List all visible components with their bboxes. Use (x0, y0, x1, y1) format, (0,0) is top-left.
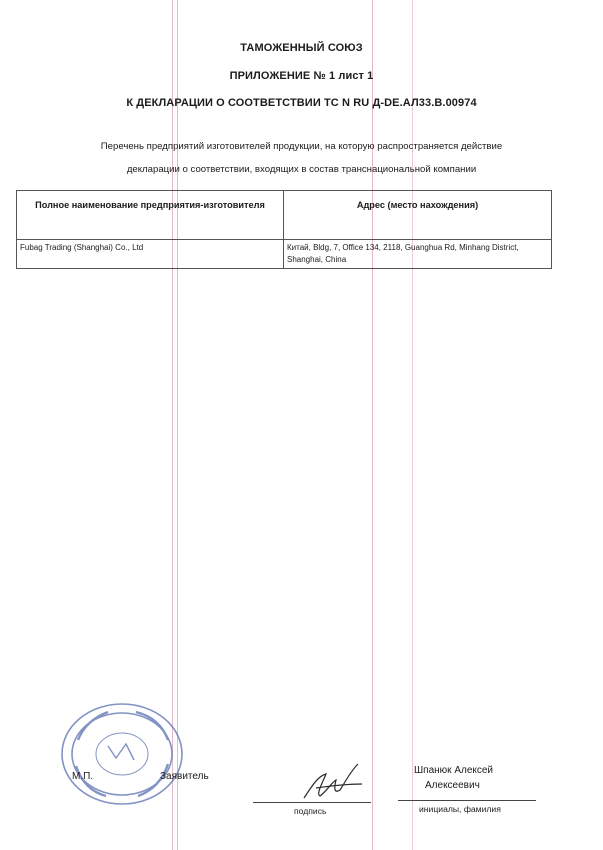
signer-name-line-1: Шпанюк Алексей (414, 765, 494, 776)
applicant-label: Заявитель (160, 771, 209, 782)
scan-line (372, 0, 373, 850)
scan-line (412, 0, 413, 850)
signature-line (253, 802, 371, 803)
company-seal (56, 700, 188, 808)
manufacturer-address-cell: Китай, Bldg, 7, Office 134, 2118, Guanghua Rd, Minhang District, Shanghai, China (284, 240, 552, 269)
column-header-address: Адрес (место нахождения) (284, 191, 552, 240)
intro-line-1: Перечень предприятий изготовителей продукции, на которую распространяется действие (100, 141, 503, 152)
manufacturer-name-cell: Fubag Trading (Shanghai) Co., Ltd (17, 240, 284, 269)
intro-line-2: декларации о соответствии, входящих в состав транснациональной компании (126, 164, 477, 175)
table-row (17, 240, 552, 269)
signer-name-line-2: Алексеевич (425, 780, 480, 791)
union-title: ТАМОЖЕННЫЙ СОЮЗ (240, 42, 363, 54)
declaration-title: К ДЕКЛАРАЦИИ О СООТВЕТСТВИИ ТС N RU Д-DE.АЛ33.В.00974 (126, 97, 477, 109)
signature-caption: подпись (294, 806, 327, 816)
seal-place-label: М.П. (72, 771, 94, 782)
appendix-title: ПРИЛОЖЕНИЕ № 1 лист 1 (229, 70, 374, 82)
table-header-row (17, 191, 552, 240)
column-header-name: Полное наименование предприятия-изготовителя (17, 191, 284, 240)
initials-line (398, 800, 536, 801)
manufacturers-table (16, 190, 552, 269)
initials-caption: инициалы, фамилия (419, 804, 501, 814)
